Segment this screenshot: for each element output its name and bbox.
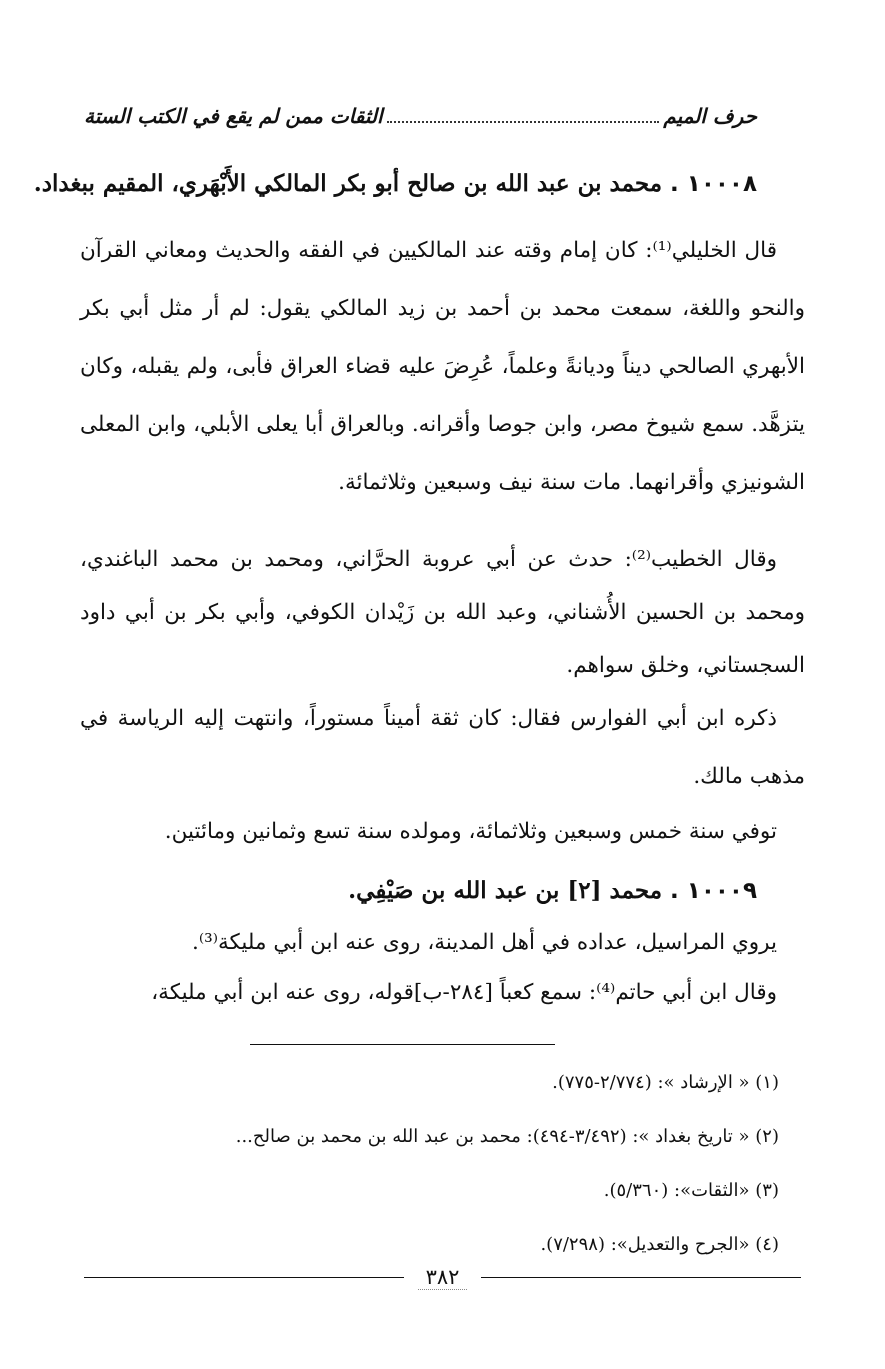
paragraph bbox=[80, 920, 805, 966]
header-dot-leader bbox=[387, 121, 660, 123]
chapter-title: حرف الميم bbox=[663, 104, 757, 128]
paragraph-text: وقال الخطيب⁽²⁾: حدث عن أبي عروبة الحرَّاني، ومحمد بن محمد الباغندي، ومحمد بن الحسين الأُشناني، وعبد الله بن زَيْدان الكوفي، وأبي بكر بن أبي داود السجستاني، وخلق سواهم. bbox=[80, 547, 805, 678]
footnote: (٣) «الثقات»: (٥/٣٦٠). bbox=[603, 1180, 779, 1201]
page-footer bbox=[84, 1262, 801, 1292]
paragraph-text: ذكره ابن أبي الفوارس فقال: كان ثقة أميناً مستوراً، وانتهت إليه الرياسة في مذهب مالك. bbox=[80, 706, 805, 789]
paragraph bbox=[80, 690, 805, 806]
paragraph-text: توفي سنة خمس وسبعين وثلاثمائة، ومولده سنة تسع وثمانين ومائتين. bbox=[164, 819, 777, 844]
entry-title: محمد [٢] بن عبد الله بن صَيْفِي. bbox=[348, 877, 663, 904]
paragraph bbox=[80, 970, 805, 1016]
paragraph-text: يروي المراسيل، عداده في أهل المدينة، روى عنه ابن أبي مليكة⁽³⁾. bbox=[192, 930, 777, 955]
footnote: (٤) «الجرح والتعديل»: (٧/٢٩٨). bbox=[540, 1234, 779, 1255]
paragraph bbox=[80, 222, 805, 512]
entry-number: ١٠٠٠٨ . bbox=[670, 171, 757, 197]
entry-number: ١٠٠٠٩ . bbox=[670, 878, 757, 904]
page-number: ٣٨٢ bbox=[418, 1265, 468, 1290]
footnote: (١) « الإرشاد »: (٢/٧٧٤-٧٧٥). bbox=[552, 1072, 779, 1093]
entry-title: محمد بن عبد الله بن صالح أبو بكر المالكي الأَبْهَري، المقيم ببغداد. bbox=[33, 170, 663, 197]
paragraph bbox=[80, 533, 805, 692]
footnote-divider bbox=[250, 1044, 555, 1045]
entry-heading bbox=[84, 871, 757, 911]
footer-rule bbox=[84, 1277, 404, 1278]
paragraph bbox=[80, 803, 805, 861]
book-title: الثقات ممن لم يقع في الكتب الستة bbox=[84, 104, 383, 128]
entry-heading bbox=[33, 164, 757, 204]
paragraph-text: وقال ابن أبي حاتم⁽⁴⁾: سمع كعباً [٢٨٤-ب]قوله، روى عنه ابن أبي مليكة، bbox=[151, 980, 777, 1005]
footer-rule bbox=[481, 1277, 801, 1278]
running-header bbox=[84, 104, 757, 129]
footnote: (٢) « تاريخ بغداد »: (٣/٤٩٢-٤٩٤): محمد بن عبد الله بن محمد بن صالح... bbox=[235, 1126, 779, 1147]
paragraph-text: قال الخليلي⁽¹⁾: كان إمام وقته عند المالكيين في الفقه والحديث ومعاني القرآن والنحو واللغة، سمعت محمد بن أحمد بن زيد المالكي يقول: لم أر مثل أبي بكر الأبهري الصالحي ديناً وديانةً وعلماً، عُرِضَ عليه قضاء العراق فأبى، ولم يقبله، وكان يتزهَّد. سمع شيوخ مصر، وابن جوصا وأقرانه. وبالعراق أبا يعلى الأبلي، وابن المعلى الشونيزي وأقرانهما. مات سنة نيف وسبعين وثلاثمائة. bbox=[80, 238, 805, 495]
footnotes bbox=[100, 1056, 779, 1272]
